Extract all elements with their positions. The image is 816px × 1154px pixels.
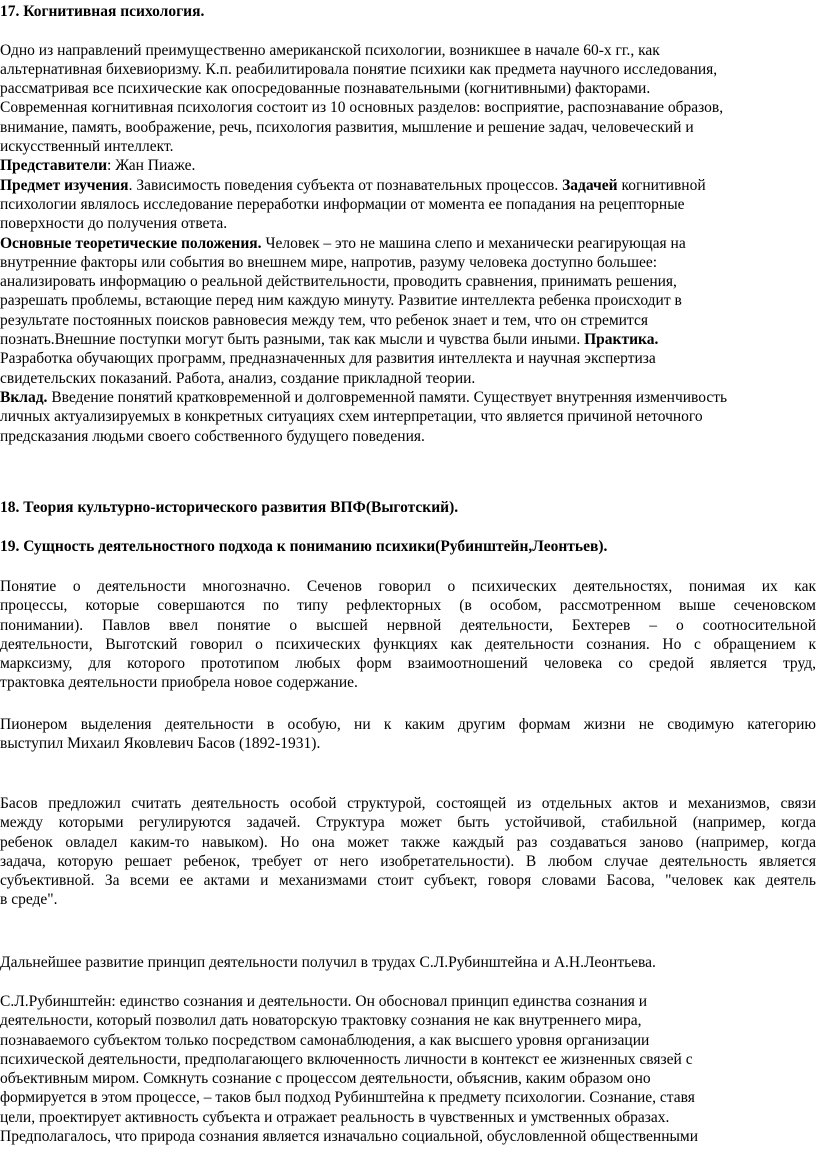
text-line: трактовка деятельности приобрела новое содержание. — [0, 674, 358, 692]
theory-line: Основные теоретические положения. Человек – это не машина слепо и механически реагирующая на — [0, 234, 686, 252]
text-line: цели, проектирует активность субъекта и отражает реальность в чувственных и умственных образах. — [0, 1108, 670, 1126]
contribution-label: Вклад. — [0, 388, 48, 406]
paragraph-activity-concept — [0, 577, 816, 693]
text-line: анализировать информацию о реальной действительности, проводить сравнения, принимать решения, — [0, 273, 677, 291]
section-17 — [0, 2, 816, 446]
subject-label: Предмет изучения — [0, 176, 129, 194]
text-line: альтернативная бихевиоризму. К.п. реабилитировала понятие психики как предмета научного исследования, — [0, 60, 718, 78]
text-line: марксизму, для которого прототипом любых форм взаимоотношений человека со средой является труд, — [0, 655, 816, 673]
text-line: Предполагалось, что природа сознания является изначально социальной, обусловленной общественными — [0, 1128, 699, 1146]
text-line: свидетельских показаний. Работа, анализ, создание прикладной теории. — [0, 369, 476, 387]
task-label: Задачей — [562, 176, 618, 194]
paragraph-rubinstein — [0, 992, 816, 1146]
text-line: внутренние факторы или события во внешнем мире, напротив, разуму человека доступно большее: — [0, 253, 658, 271]
text-line: предсказания людьми своего собственного будущего поведения. — [0, 427, 425, 445]
text-line: Одно из направлений преимущественно американской психологии, возникшее в начале 60-х гг., как — [0, 41, 660, 59]
text-line: Пионером выделения деятельности в особую, ни к каким другим формам жизни не сводимую категорию — [0, 716, 816, 733]
theory-label: Основные теоретические положения. — [0, 234, 262, 252]
practice-line: познать.Внешние поступки могут быть разными, так как мысли и чувства были иными. Практика. — [0, 331, 659, 349]
text-line: Басов предложил считать деятельность особой структурой, состоящей из отдельных актов и механизмов, связи — [0, 795, 816, 812]
text-line: познаваемого субъектом только посредством самонаблюдения, а как высшего уровня организации — [0, 1031, 650, 1049]
representatives-label: Представители — [0, 157, 108, 175]
text-line: внимание, память, воображение, речь, психология развития, мышление и решение задач, человеческий и — [0, 118, 694, 136]
text-line: деятельности, Выготский говорил о психических функциях как деятельности сознания. Но с обращением к — [0, 635, 816, 653]
text-line: Дальнейшее развитие принцип деятельности получил в трудах С.Л.Рубинштейна и А.Н.Леонтьева. — [0, 954, 656, 971]
text-line: поверхности до получения ответа. — [0, 215, 228, 233]
text-line: деятельности, который позволил дать новаторскую трактовку сознания не как внутреннего мира, — [0, 1012, 642, 1030]
text-line: выступил Михаил Яковлевич Басов (1892-1931). — [0, 735, 321, 753]
text-line: рассматривая все психические как опосредованные познавательными (когнитивными) факторами. — [0, 80, 651, 98]
text-line: процессы, которые совершаются по типу рефлекторных (в особом, рассмотренном выше сеченовском — [0, 597, 816, 615]
subject-line: Предмет изучения. Зависимость поведения субъекта от познавательных процессов. Задачей когнитивной — [0, 176, 706, 194]
text-line: Современная когнитивная психология состоит из 10 основных разделов: восприятие, распознавание образов, — [0, 99, 724, 117]
text-line: искусственный интеллект. — [0, 138, 174, 156]
section-19-title — [0, 537, 816, 556]
text-line: психологии являлось исследование переработки информации от момента ее попадания на рецепторные — [0, 195, 685, 213]
text-line: психической деятельности, предполагающего включенность личности в контекст ее жизненных связей с — [0, 1050, 693, 1068]
section-18-heading: 18. Теория культурно-исторического развития ВПФ(Выготский). — [0, 499, 459, 516]
section-18 — [0, 498, 816, 517]
section-17-heading: 17. Когнитивная психология. — [0, 3, 205, 20]
representatives-line: Представители: Жан Пиаже. — [0, 157, 196, 175]
text-line: субъективной. За всеми ее актами и механизмами стоит субъект, говоря словами Басова, "человек как деятель — [0, 872, 816, 890]
text-line: в среде". — [0, 891, 58, 909]
practice-label: Практика. — [584, 331, 659, 349]
text-line: разрешать проблемы, встающие перед ним каждую минуту. Развитие интеллекта ребенка происходит в — [0, 292, 682, 310]
text-line: ребенок овладел каким-то навыком). Но она может также каждый раз создаваться заново (например, когда — [0, 833, 816, 851]
paragraph-development — [0, 953, 816, 972]
text-line: между которыми регулируются задачей. Структура может быть устойчивой, стабильной (например, когда — [0, 814, 816, 832]
text-line: формируется в этом процессе, – таков был подход Рубинштейна к предмету психологии. Сознание, ставя — [0, 1089, 695, 1107]
text-line: Разработка обучающих программ, предназначенных для развития интеллекта и научная экспертиза — [0, 350, 656, 368]
text-line: объективным миром. Сомкнуть сознание с процессом деятельности, объяснив, каким образом оно — [0, 1070, 651, 1088]
paragraph-basov-structure — [0, 794, 816, 910]
text-line: личных актуализируемых в конкретных ситуациях схем интерпретации, что является причиной неточного — [0, 408, 703, 426]
section-19-heading: 19. Сущность деятельностного подхода к пониманию психики(Рубинштейн,Леонтьев). — [0, 538, 608, 555]
text-line: понимании). Павлов ввел понятие о высшей нервной деятельности, Бехтерев – о соотносительной — [0, 616, 816, 634]
contribution-line: Вклад. Введение понятий кратковременной и долговременной памяти. Существует внутренняя изменчивость — [0, 388, 728, 406]
text-line: Понятие о деятельности многозначно. Сеченов говорил о психических деятельностях, понимая их как — [0, 578, 816, 595]
text-line: задача, которую решает ребенок, требует от него изобретательности). В любом случае деятельность является — [0, 852, 816, 870]
text-line: результате постоянных поисков равновесия между тем, что ребенок знает и тем, что он стремится — [0, 311, 648, 329]
text-line: С.Л.Рубинштейн: единство сознания и деятельности. Он обосновал принцип единства сознания и — [0, 993, 648, 1010]
paragraph-basov-pioneer — [0, 715, 816, 754]
